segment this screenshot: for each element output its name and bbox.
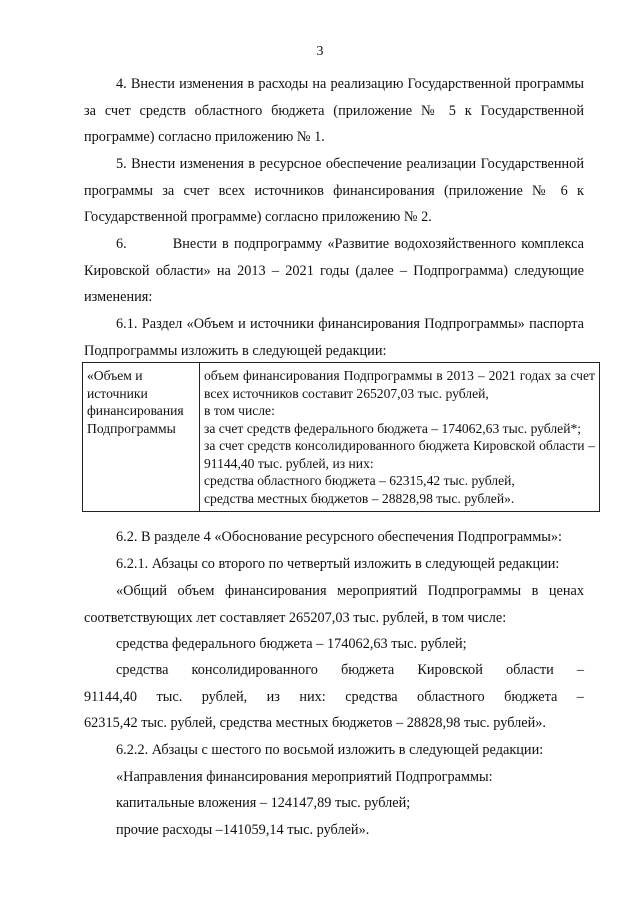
word: тыс. (156, 689, 183, 705)
paragraph-item-6-2-2: 6.2.2. Абзацы с шестого по восьмой изложить в следующей редакции: (116, 742, 544, 758)
paragraph-item-6-2-1: 6.2.1. Абзацы со второго по четвертый изложить в следующей редакции: (116, 556, 560, 572)
table-line: за счет средств консолидированного бюджета Кировской области – 91144,40 тыс. рублей, из них: (204, 438, 595, 471)
item-6-text: Внести в подпрограмму «Развитие водохозяйственного комплекса Кировской области» на 2013 – 2021 годы (далее – Подпрограмма) следующие изменения: (84, 236, 584, 305)
paragraph-item-6 (84, 231, 584, 311)
word: из (266, 689, 280, 705)
word: консолидированного (191, 662, 318, 678)
word: Кировской (417, 662, 483, 678)
word: рублей, (201, 689, 248, 705)
word: – (576, 662, 584, 678)
financing-table (82, 362, 600, 512)
word: области (505, 662, 554, 678)
table-line: средства областного бюджета – 62315,42 тыс. рублей, (204, 473, 515, 488)
word: 91144,40 (84, 689, 138, 705)
quote-paragraph-3-line-1 (116, 657, 584, 683)
table-cell-label: «Объем и источники финансирования Подпрограммы (83, 363, 200, 512)
word: бюджета (340, 662, 395, 678)
quote-paragraph-1: «Общий объем финансирования мероприятий Подпрограммы в ценах соответствующих лет составляет 265207,03 тыс. рублей, в том числе: (84, 583, 584, 626)
paragraph-item-6-1: 6.1. Раздел «Объем и источники финансирования Подпрограммы» паспорта Подпрограммы изложить в следующей редакции: (84, 316, 584, 359)
item-6-number: 6. (116, 236, 127, 252)
quote-paragraph-6: прочие расходы –141059,14 тыс. рублей». (116, 822, 370, 838)
table-line: за счет средств федерального бюджета – 174062,63 тыс. рублей*; (204, 420, 582, 436)
quote-paragraph-3-line-3: 62315,42 тыс. рублей, средства местных бюджетов – 28828,98 тыс. рублей». (84, 715, 546, 731)
word: бюджета (504, 689, 558, 705)
quote-paragraph-3-line-2 (84, 684, 584, 710)
paragraph-item-4: 4. Внести изменения в расходы на реализацию Государственной программы за счет средств областного бюджета (приложение № 5 к Государственной программе) согласно приложению № 1. (84, 76, 584, 145)
word: средства (345, 689, 398, 705)
word: областного (417, 689, 485, 705)
table-line: в том числе: (204, 403, 275, 418)
quote-paragraph-5: капитальные вложения – 124147,89 тыс. рублей; (116, 795, 411, 811)
paragraph-item-5: 5. Внести изменения в ресурсное обеспечение реализации Государственной программы за счет всех источников финансирования (приложение № 6 к Государственной программе) согласно приложению № 2. (84, 156, 584, 225)
table-row (83, 363, 600, 512)
quote-paragraph-2: средства федерального бюджета – 174062,63 тыс. рублей; (116, 636, 467, 652)
table-line: объем финансирования Подпрограммы в 2013 – 2021 годах за счет всех источников составит 265207,03 тыс. рублей, (204, 368, 595, 401)
word: – (576, 689, 584, 705)
table-cell-value (200, 363, 600, 512)
quote-paragraph-4: «Направления финансирования мероприятий Подпрограммы: (116, 769, 493, 785)
word: них: (299, 689, 326, 705)
word: средства (116, 662, 169, 678)
table-line: средства местных бюджетов – 28828,98 тыс. рублей». (204, 490, 515, 506)
page-number: 3 (316, 44, 324, 59)
paragraph-item-6-2: 6.2. В разделе 4 «Обоснование ресурсного обеспечения Подпрограммы»: (116, 529, 562, 545)
